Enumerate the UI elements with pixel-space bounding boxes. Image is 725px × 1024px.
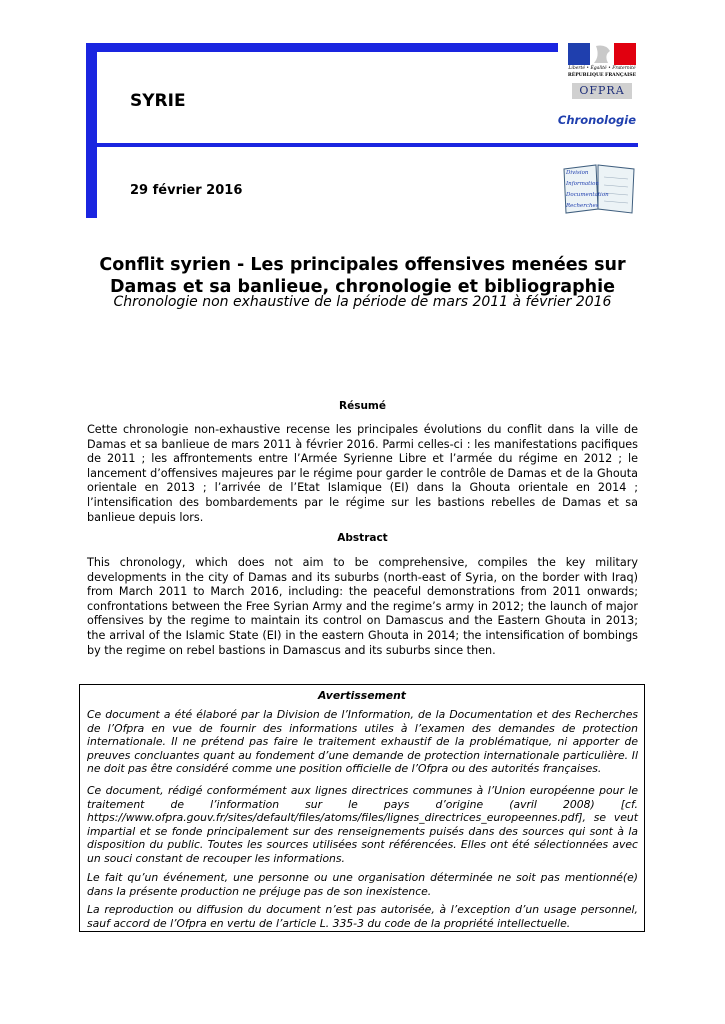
country-title: SYRIE <box>130 91 186 111</box>
didr-line-information: Information <box>566 181 600 187</box>
header-bar-divider <box>97 143 638 147</box>
didr-line-recherches: Recherches <box>566 203 599 209</box>
warning-paragraph-2: Ce document, rédigé conformément aux lignes directrices communes à l’Union européenne pour le traitement de l’information sur le pays d’origine (avril 2008) [cf. https://www.ofpra.gouv.fr/sites/default/files/atoms/files/lignes_directrices_europeennes.pdf], se veut impartial et se fonde principalement sur des renseignements puisés dans des sources qui sont à la disposition du public. Toutes les sources utilisées sont référencées. Elles ont été sélectionnées avec un souci constant de recouper les informations. <box>87 784 638 865</box>
title-line-2: Damas et sa banlieue, chronologie et bibliographie <box>110 277 615 297</box>
resume-text: Cette chronologie non-exhaustive recense les principales évolutions du conflit dans la ville de Damas et sa banlieue de mars 2011 à février 2016. Parmi celles-ci : les manifestations pacifiques de 2011 ; les affrontements entre l’Armée Syrienne Libre et l’armée du régime en 2012 ; le lancement d’offensives majeures par le régime pour garder le contrôle de Damas et de la Ghouta orientale en 2013 ; l’arrivée de l’Etat Islamique (EI) dans la Ghouta orientale en 2014 ; l’intensification des bombardements par le régime sur les bastions rebelles de Damas et sa banlieue depuis lors. <box>87 423 638 524</box>
didr-logo <box>560 163 638 215</box>
ofpra-label: OFPRA <box>579 84 625 97</box>
rf-republic-label: RÉPUBLIQUE FRANÇAISE <box>567 73 637 78</box>
warning-heading: Avertissement <box>318 689 406 702</box>
didr-line-division: Division <box>566 170 589 176</box>
republique-francaise-logo <box>566 43 638 103</box>
ofpra-badge <box>572 83 632 99</box>
abstract-text: This chronology, which does not aim to be comprehensive, compiles the key military developments in the city of Damas and its suburbs (north-east of Syria, on the border with Iraq) from March 2011 to March 2016, including: the peaceful demonstrations from 2011 onwards; confrontations between the Free Syrian Army and the regime’s army in 2012; the launch of major offensives by the regime to maintain its control on Damascus and the Eastern Ghouta in 2013; the arrival of the Islamic State (EI) in the eastern Ghouta in 2014; the intensification of bombings by the regime on rebel bastions in Damascus and its suburbs since then. <box>87 556 638 657</box>
abstract-heading: Abstract <box>337 532 388 544</box>
warning-paragraph-4: La reproduction ou diffusion du document n’est pas autorisée, à l’exception d’un usage personnel, sauf accord de l’Ofpra en vertu de l’article L. 335-3 du code de la propriété intellectuelle. <box>87 903 638 930</box>
rf-motto: Liberté • Égalité • Fraternité <box>568 66 636 71</box>
resume-heading: Résumé <box>339 400 386 412</box>
warning-box <box>79 684 645 932</box>
header-bar-top <box>86 43 558 52</box>
document-title <box>60 254 665 298</box>
didr-line-documentation: Documentation <box>566 192 609 198</box>
document-subtitle: Chronologie non exhaustive de la période de mars 2011 à février 2016 <box>113 294 612 310</box>
header-bar-left <box>86 43 97 218</box>
title-line-1: Conflit syrien - Les principales offensives menées sur <box>99 255 626 275</box>
document-type-label: Chronologie <box>557 113 636 127</box>
warning-paragraph-3: Le fait qu’un événement, une personne ou une organisation déterminée ne soit pas mentionné(e) dans la présente production ne préjuge pas de son inexistence. <box>87 871 638 898</box>
warning-paragraph-1: Ce document a été élaboré par la Division de l’Information, de la Documentation et des Recherches de l’Ofpra en vue de fournir des informations utiles à l’examen des demandes de protection internationale. Il ne prétend pas faire le traitement exhaustif de la problématique, ni apporter de preuves concluantes quant au fondement d’une demande de protection internationale particulière. Il ne doit pas être considéré comme une position officielle de l’Ofpra ou des autorités françaises. <box>87 708 638 776</box>
document-date: 29 février 2016 <box>130 183 243 198</box>
